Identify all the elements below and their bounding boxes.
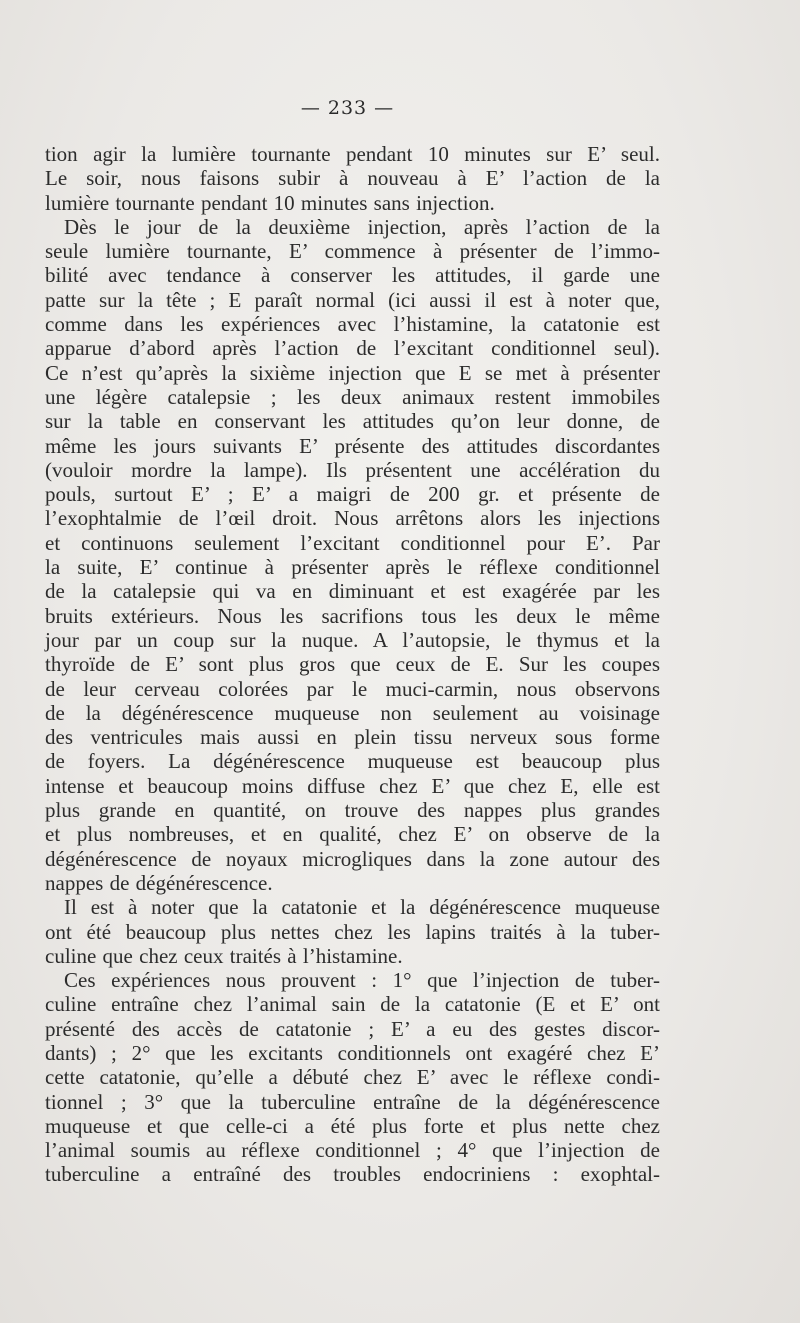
text-line: seule lumière tournante, E’ commence à présenter de l’immo- <box>45 239 660 264</box>
text-line: muqueuse et que celle-ci a été plus forte et plus nette chez <box>45 1113 660 1138</box>
text-line: sur la table en conservant les attitudes qu’on leur donne, de <box>45 409 660 434</box>
text-line: des ventricules mais aussi en plein tissu nerveux sous forme <box>45 725 660 750</box>
text-line: patte sur la tête ; E paraît normal (ici aussi il est à noter que, <box>45 287 660 312</box>
text-line: intense et beaucoup moins diffuse chez E’ que chez E, elle est <box>45 773 660 798</box>
text-line: la suite, E’ continue à présenter après le réflexe conditionnel <box>45 555 660 580</box>
text-line: nappes de dégénérescence. <box>45 870 273 895</box>
text-line: bruits extérieurs. Nous les sacrifions tous les deux le même <box>45 603 660 628</box>
text-line: jour par un coup sur la nuque. A l’autopsie, le thymus et la <box>45 627 660 652</box>
text-line: Il est à noter que la catatonie et la dégénérescence muqueuse <box>64 895 660 920</box>
text-line: tionnel ; 3° que la tuberculine entraîne de la dégénérescence <box>45 1089 660 1114</box>
text-line: lumière tournante pendant 10 minutes sans injection. <box>45 190 495 215</box>
text-line: apparue d’abord après l’action de l’excitant conditionnel seul). <box>45 336 660 361</box>
text-line: dants) ; 2° que les excitants conditionnels ont exagéré chez E’ <box>45 1040 660 1065</box>
text-line: culine que chez ceux traités à l’histamine. <box>45 943 403 968</box>
text-line: Le soir, nous faisons subir à nouveau à E’ l’action de la <box>45 166 660 191</box>
text-line: une légère catalepsie ; les deux animaux restent immobiles <box>45 384 660 409</box>
text-line: thyroïde de E’ sont plus gros que ceux de E. Sur les coupes <box>45 652 660 677</box>
text-line: Ce n’est qu’après la sixième injection que E se met à présenter <box>45 360 660 385</box>
text-line: et plus nombreuses, et en qualité, chez E’ on observe de la <box>45 822 660 847</box>
text-line: bilité avec tendance à conserver les attitudes, il garde une <box>45 263 660 288</box>
text-line: tion agir la lumière tournante pendant 10 minutes sur E’ seul. <box>45 142 660 166</box>
text-line: dégénérescence de noyaux microgliques dans la zone autour des <box>45 846 660 871</box>
text-line: Ces expériences nous prouvent : 1° que l’injection de tuber- <box>64 968 660 993</box>
text-line: même les jours suivants E’ présente des attitudes discordantes <box>45 433 660 458</box>
text-line: plus grande en quantité, on trouve des nappes plus grandes <box>45 798 660 823</box>
text-line: de la catalepsie qui va en diminuant et est exagérée par les <box>45 579 660 604</box>
text-line: de leur cerveau colorées par le muci-carmin, nous observons <box>45 676 660 701</box>
text-line: pouls, surtout E’ ; E’ a maigri de 200 gr. et présente de <box>45 482 660 507</box>
text-line: (vouloir mordre la lampe). Ils présentent une accélération du <box>45 457 660 482</box>
text-line: de foyers. La dégénérescence muqueuse est beaucoup plus <box>45 749 660 774</box>
text-line: présenté des accès de catatonie ; E’ a eu des gestes discor- <box>45 1016 660 1041</box>
text-line: cette catatonie, qu’elle a débuté chez E’ avec le réflexe condi- <box>45 1065 660 1090</box>
text-line: ont été beaucoup plus nettes chez les lapins traités à la tuber- <box>45 919 660 944</box>
text-line: de la dégénérescence muqueuse non seulement au voisinage <box>45 700 660 725</box>
text-line: comme dans les expériences avec l’histamine, la catatonie est <box>45 312 660 337</box>
text-line: l’exophtalmie de l’œil droit. Nous arrêtons alors les injections <box>45 506 660 531</box>
page-number: — 233 — <box>300 97 395 119</box>
text-line: tuberculine a entraîné des troubles endocriniens : exophtal- <box>45 1162 660 1187</box>
text-line: et continuons seulement l’excitant conditionnel pour E’. Par <box>45 530 660 555</box>
text-line: l’animal soumis au réflexe conditionnel ; 4° que l’injection de <box>45 1138 660 1163</box>
text-line: Dès le jour de la deuxième injection, après l’action de la <box>64 214 660 239</box>
body-text <box>45 142 660 1187</box>
text-line: culine entraîne chez l’animal sain de la catatonie (E et E’ ont <box>45 992 660 1017</box>
